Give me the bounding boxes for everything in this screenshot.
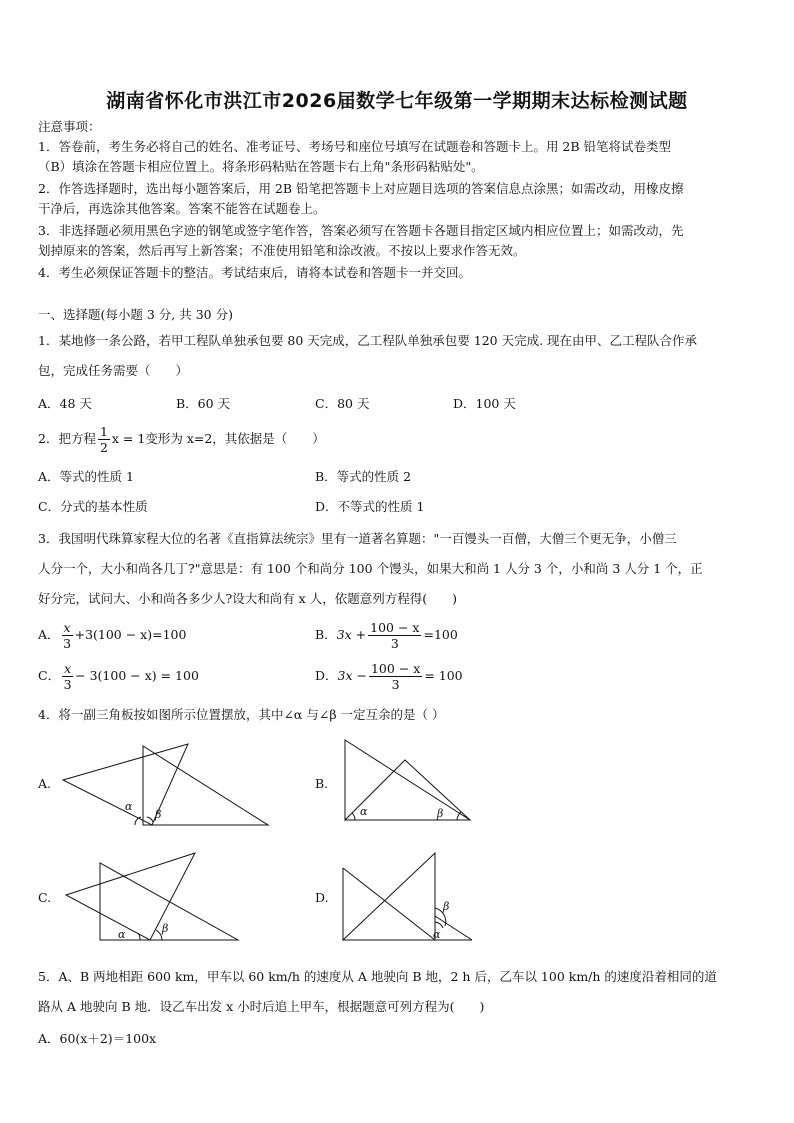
notice-line: 4．考生必须保证答题卡的整洁。考试结束后，请将本试卷和答题卡一并交回。 [38,265,471,280]
q2-eq: x = 1 [111,431,146,446]
q3-stem-line2: 人分一个，大小和尚各几丁?"意思是：有 100 个和尚分 100 个馒头，如果大和尚 1 人分 3 个，小和尚 3 人分 1 个，正 [38,561,703,576]
q1-stem-line1: 1．某地修一条公路，若甲工程队单独承包要 80 天完成，乙工程队单独承包要 120 天完成. 现在由甲、乙工程队合作承 [38,333,698,348]
angle-arc [147,817,153,822]
q3-option-d-label: D． [315,668,338,683]
q2-option-c: C．分式的基本性质 [38,499,148,514]
section-heading: 一、选择题(每小题 3 分, 共 30 分) [38,307,233,322]
q2-option-b: B．等式的性质 2 [315,469,412,484]
q4-stem: 4．将一副三角板按如图所示位置摆放，其中∠α 与∠β 一定互余的是（ ） [38,707,445,722]
q2-frac-den: 2 [99,440,108,455]
q1-option-a: A．48 天 [38,396,92,411]
notice-line: 2．作答选择题时，选出每小题答案后，用 2B 铅笔把答题卡上对应题目选项的答案信息点涂黑；如需改动，用橡皮擦 [38,181,684,196]
q3-option-b-rest: =100 [423,627,458,642]
extension-line [435,916,472,940]
q2-prefix: 2．把方程 [38,431,96,446]
q3-option-a-num: x [63,620,71,635]
q3-option-a [38,620,186,651]
q3-option-a-rest: +3(100 − x)=100 [74,627,187,642]
q3-option-d-rest: = 100 [424,668,463,683]
q4-figure-a [55,738,275,833]
q1-option-d: D．100 天 [453,396,516,411]
q2-frac-num: 1 [99,424,108,439]
beta-label: β [443,900,450,913]
q3-option-a-den: 3 [63,636,72,651]
notice-line: （B）填涂在答题卡相应位置上。将条形码粘贴在答题卡右上角"条形码粘贴处"。 [38,159,484,174]
q3-stem-line3: 好分完，试问大、小和尚各多少人?设大和尚有 x 人，依题意列方程得( ) [38,591,457,606]
beta-label: β [437,807,444,820]
angle-arc [135,817,141,825]
angle-arc [352,813,355,820]
q3-option-c-num: x [64,661,72,676]
q4-figure-c-label: C. [38,890,52,905]
q3-option-c-label: C． [38,668,61,683]
q3-option-b-pre: 3x + [336,627,367,642]
q3-option-b-label: B． [315,627,337,642]
alpha-label: α [360,805,368,818]
q4-figure-a-label: A. [38,776,52,791]
q1-option-b: B．60 天 [176,396,231,411]
q3-option-b [315,620,458,651]
q2-fraction [98,424,110,455]
q3-option-b-frac [368,620,421,651]
q3-option-d-pre: 3x − [337,668,367,683]
q3-option-c [38,661,199,692]
q3-stem-line1: 3．我国明代珠算家程大位的名著《直指算法统宗》里有一道著名算题："一百馒头一百僧，大僧三个更无争，小僧三 [38,531,677,546]
q3-option-b-den: 3 [390,636,399,651]
q5-stem-line2: 路从 A 地驶向 B 地．设乙车出发 x 小时后追上甲车，根据题意可列方程为( ) [38,999,485,1014]
q1-stem-line2: 包，完成任务需要（ ） [38,363,189,378]
beta-label: β [155,808,162,821]
notice-line: 1．答卷前，考生务必将自己的姓名、准考证号、考场号和座位号填写在试题卷和答题卡上。用 2B 铅笔将试卷类型 [38,139,672,154]
q2-suffix: 变形为 x=2，其依据是（ ） [145,431,325,446]
q4-figure-d-label: D. [315,890,329,905]
q4-figure-d [335,848,480,946]
q1-option-c: C．80 天 [315,396,370,411]
notice-line: 3．非选择题必须用黑色字迹的钢笔或签字笔作答，答案必须写在答题卡各题目指定区域内相应位置上；如需改动，先 [38,223,684,238]
notice-line: 划掉原来的答案，然后再写上新答案；不准使用铅笔和涂改液。不按以上要求作答无效。 [38,243,526,258]
q3-option-d-num: 100 − x [370,661,421,676]
q3-option-c-frac [62,661,73,692]
page-title: 湖南省怀化市洪江市2026届数学七年级第一学期期末达标检测试题 [106,90,688,112]
q3-option-d [315,661,463,692]
q2-stem [38,424,325,455]
notice-line: 干净后，再选涂其他答案。答案不能答在试题卷上。 [38,201,326,216]
q3-option-c-rest: − 3(100 − x) = 100 [75,668,199,683]
q2-option-d: D．不等式的性质 1 [315,499,425,514]
q3-option-a-frac [62,620,73,651]
q4-figure-c [60,850,245,945]
q2-option-a: A．等式的性质 1 [38,469,134,484]
notice-heading: 注意事项： [38,119,101,134]
alpha-label: α [125,800,133,813]
q3-option-d-den: 3 [391,677,400,692]
q3-option-a-label: A． [38,627,60,642]
q3-option-b-num: 100 − x [370,620,420,635]
q4-figure-b [335,735,480,827]
q4-figure-b-label: B. [315,776,329,791]
triangle [343,853,435,940]
q5-option-a: A．60(x＋2)＝100x [38,1031,157,1046]
q3-option-d-frac [369,661,422,692]
q3-option-c-den: 3 [63,677,72,692]
triangle [343,868,435,940]
beta-label: β [162,922,169,935]
q5-stem-line1: 5．A、B 两地相距 600 km，甲车以 60 km/h 的速度从 A 地驶向 B 地，2 h 后，乙车以 100 km/h 的速度沿着相同的道 [38,969,717,984]
triangle [66,853,195,940]
alpha-label: α [433,928,441,941]
alpha-label: α [118,928,126,941]
triangle [143,746,268,825]
